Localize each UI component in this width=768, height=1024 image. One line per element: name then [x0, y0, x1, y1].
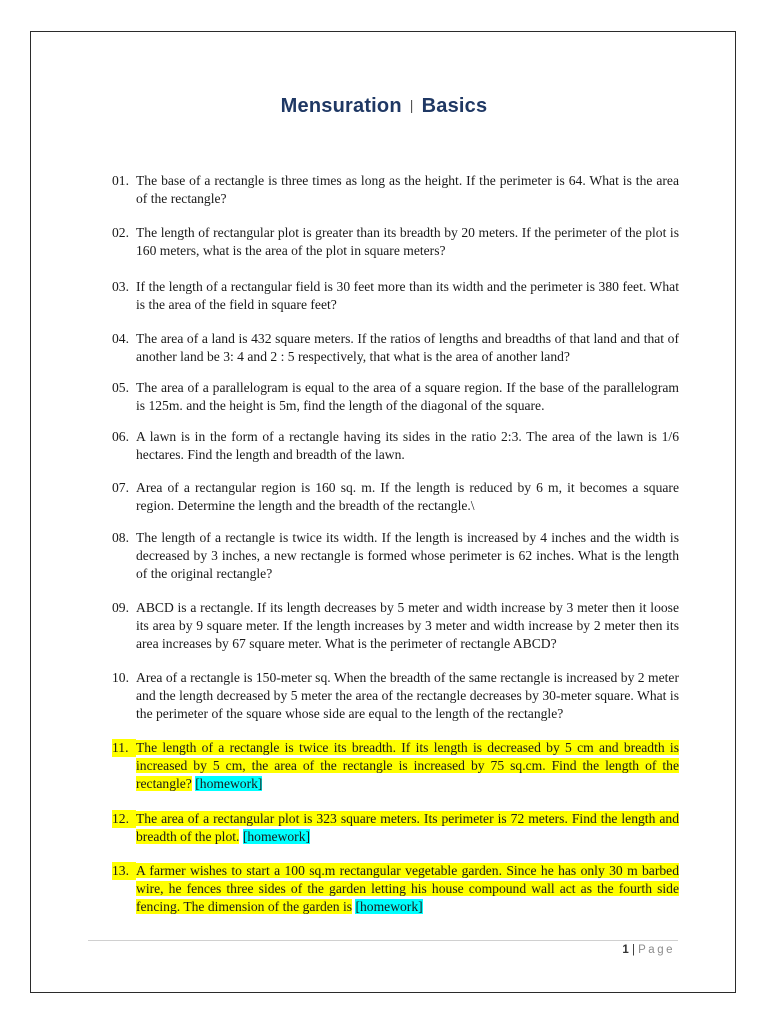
question-text: If the length of a rectangular field is 30 feet more than its width and the perimeter is 380 feet. What is the area of the field in square feet? [136, 279, 679, 312]
question-item-homework [112, 862, 679, 916]
question-text: Area of a rectangular region is 160 sq. m. If the length is reduced by 6 m, it becomes a square region. Determine the length and the breadth of the rectangle.\ [136, 480, 679, 513]
question-item [112, 224, 679, 260]
question-text: The length of a rectangle is twice its width. If the length is increased by 4 inches and the width is decreased by 3 inches, a new rectangle is formed whose perimeter is 62 inches. What is the length of the original rectangle? [136, 530, 679, 581]
question-number: 10. [112, 670, 129, 685]
question-text: Area of a rectangle is 150-meter sq. When the breadth of the same rectangle is increased by 2 meter and the length decreased by 5 meter the area of the rectangle decreases by 30-meter square. What is the perimeter of the square whose side are equal to the length of the rectangle? [136, 670, 679, 721]
question-number: 07. [112, 480, 129, 495]
question-number: 05. [112, 380, 129, 395]
question-text: The area of a rectangular plot is 323 square meters. Its perimeter is 72 meters. Find the length and breadth of the plot. [136, 811, 679, 844]
page-footer [622, 944, 675, 956]
question-number: 06. [112, 429, 129, 444]
question-number: 09. [112, 600, 129, 615]
title-separator: | [409, 97, 414, 113]
question-number: 04. [112, 331, 129, 346]
footer-divider [88, 940, 678, 941]
question-item [112, 529, 679, 583]
question-item [112, 669, 679, 723]
homework-tag: [homework] [195, 776, 263, 791]
question-text: ABCD is a rectangle. If its length decreases by 5 meter and width increase by 3 meter then it loose its area by 9 square meter. If the length increases by 3 meter and width increase by 2 meter then its area increases by 67 square meter. What is the perimeter of rectangle ABCD? [136, 600, 679, 651]
question-text: The base of a rectangle is three times as long as the height. If the perimeter is 64. What is the area of the rectangle? [136, 173, 679, 206]
footer-separator: | [631, 944, 635, 956]
question-item [112, 278, 679, 314]
question-item [112, 479, 679, 515]
title-main: Mensuration [280, 95, 402, 117]
question-number: 11. [112, 739, 136, 757]
question-item-homework [112, 739, 679, 793]
title-sub: Basics [421, 95, 488, 117]
homework-tag: [homework] [242, 829, 311, 844]
question-number: 02. [112, 225, 129, 240]
question-item-homework [112, 810, 679, 846]
question-number: 01. [112, 173, 129, 188]
question-text: The length of rectangular plot is greater than its breadth by 20 meters. If the perimeter of the plot is 160 meters, what is the area of the plot in square meters? [136, 225, 679, 258]
question-item [112, 172, 679, 208]
page-title [0, 95, 768, 118]
question-text: A lawn is in the form of a rectangle having its sides in the ratio 2:3. The area of the lawn is 1/6 hectares. Find the length and breadth of the lawn. [136, 429, 679, 462]
page-label: Page [638, 944, 675, 956]
question-item [112, 428, 679, 464]
homework-tag: [homework] [355, 899, 423, 914]
question-text: The area of a parallelogram is equal to the area of a square region. If the base of the parallelogram is 125m. and the height is 5m, find the length of the diagonal of the square. [136, 380, 679, 413]
question-item [112, 599, 679, 653]
question-text: The area of a land is 432 square meters. If the ratios of lengths and breadths of that land and that of another land be 3: 4 and 2 : 5 respectively, that what is the area of another land? [136, 331, 679, 364]
question-number: 08. [112, 530, 129, 545]
question-text: The length of a rectangle is twice its breadth. If its length is decreased by 5 cm and breadth is increased by 5 cm, the area of the rectangle is increased by 75 sq.cm. Find the length of the rectangle? [136, 740, 679, 791]
page-number: 1 [622, 944, 629, 956]
question-number: 13. [112, 862, 136, 880]
question-item [112, 379, 679, 415]
question-text: A farmer wishes to start a 100 sq.m rectangular vegetable garden. Since he has only 30 m barbed wire, he fences three sides of the garden letting his house compound wall act as the fourth side fencing. The dimension of the garden is [136, 863, 679, 914]
question-number: 12. [112, 810, 136, 828]
question-number: 03. [112, 279, 129, 294]
question-item [112, 330, 679, 366]
